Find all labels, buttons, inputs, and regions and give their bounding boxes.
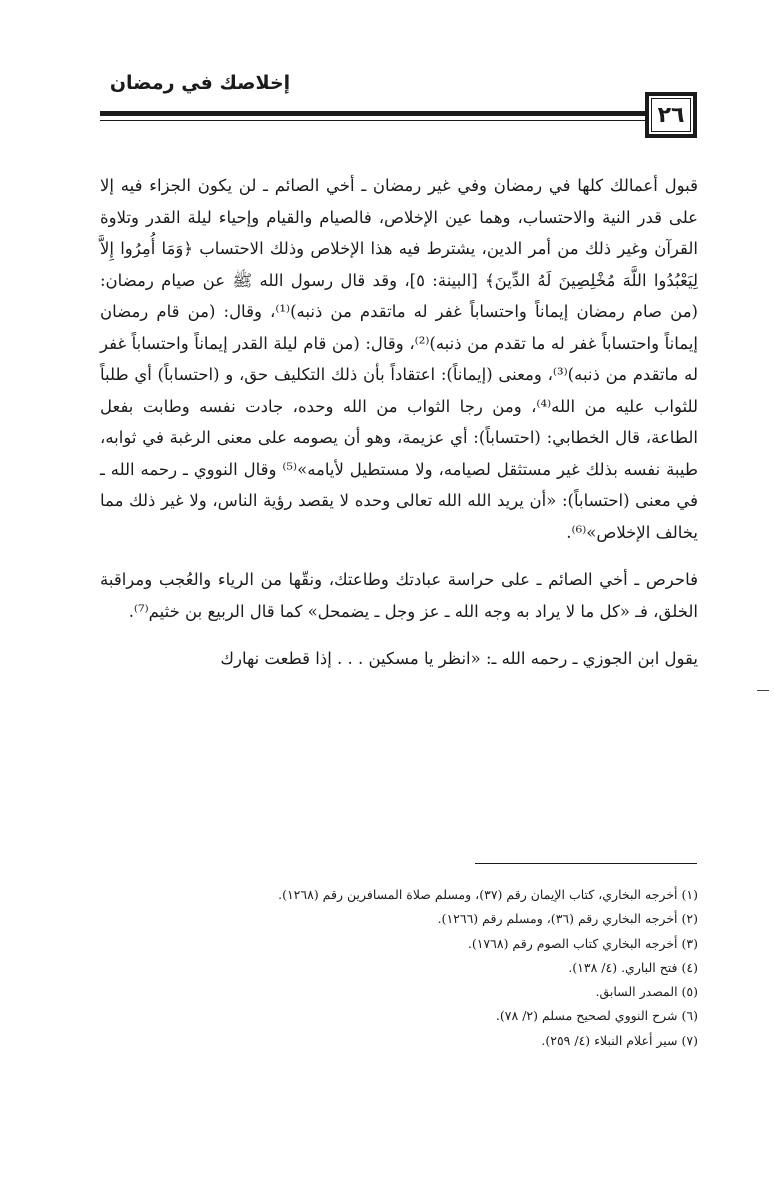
footnote: (٥) المصدر السابق.	[595, 984, 698, 1000]
footnote: (٢) أخرجه البخاري رقم (٣٦)، ومسلم رقم (١٢٦٦).	[437, 911, 698, 927]
main-text	[100, 170, 698, 675]
page-number: ٢٦	[651, 98, 691, 132]
header-rule-thin	[100, 120, 645, 121]
paragraph: يقول ابن الجوزي ـ رحمه الله ـ: «انظر يا مسكين . . . إذا قطعت نهارك	[220, 649, 698, 668]
scan-edge-mark	[757, 690, 769, 691]
page-number-box	[645, 92, 697, 138]
running-title: إخلاصك في رمضان	[109, 72, 291, 94]
footnote-separator	[475, 863, 697, 864]
paragraph: فاحرص ـ أخي الصائم ـ على حراسة عبادتك وطاعتك، ونقّها من الرياء والعُجب ومراقبة الخلق، فـ «كل ما لا يراد به وجه الله ـ عز وجل ـ يضمحل» كما قال الربيع بن خثيم⁽⁷⁾.	[100, 570, 698, 621]
footnote: (٤) فتح الباري. (٤/ ١٣٨).	[568, 959, 698, 975]
paragraph: قبول أعمالك كلها في رمضان وفي غير رمضان ـ أخي الصائم ـ لن يكون الجزاء فيه إلا على قدر النية والاحتساب، وهما عين الإخلاص، فالصيام والقيام وإحياء ليلة القدر وتلاوة القرآن وغير ذلك من أمر الدين، يشترط فيه هذا الإخلاص وذلك الاحتساب ﴿وَمَا أُمِرُوا إِلاَّ لِيَعْبُدُوا اللَّهَ مُخْلِصِينَ لَهُ الدِّينَ﴾ [البينة: ٥]، وقد قال رسول الله ﷺ عن صيام رمضان: (من صام رمضان إيماناً واحتساباً غفر له ماتقدم من ذنبه)⁽¹⁾، وقال: (من قام رمضان إيماناً واحتساباً غفر له ما تقدم من ذنبه)⁽²⁾، وقال: (من قام ليلة القدر إيماناً واحتساباً غفر له ماتقدم من ذنبه)⁽³⁾، ومعنى (إيماناً): اعتقاداً بأن ذلك التكليف حق، و (احتساباً) أي طلباً للثواب عليه من الله⁽⁴⁾، ومن رجا الثواب من الله وحده، جادت نفسه وطابت بفعل الطاعة، قال الخطابي: (احتساباً): أي عزيمة، وهو أن يصومه على معنى الرغبة في ثوابه، طيبة نفسه بذلك غير مستثقل لصيامه، ولا مستطيل لأيامه»⁽⁵⁾ وقال النووي ـ رحمه الله ـ في معنى (احتساباً): «أن يريد الله الله تعالى وحده لا يقصد رؤية الناس، ولا غير ذلك مما يخالف الإخلاص»⁽⁶⁾.	[100, 176, 699, 542]
footnote: (٧) سير أعلام النبلاء (٤/ ٢٥٩).	[541, 1032, 698, 1048]
footnote: (٣) أخرجه البخاري كتاب الصوم رقم (١٧٦٨).	[467, 935, 698, 951]
footnote: (٦) شرح النووي لصحيح مسلم (٢/ ٧٨).	[495, 1008, 698, 1024]
footnotes	[100, 883, 698, 1053]
header-rule	[100, 111, 645, 116]
footnote: (١) أخرجه البخاري، كتاب الإيمان رقم (٣٧)، ومسلم صلاة المسافرين رقم (١٢٦٨).	[278, 887, 698, 902]
